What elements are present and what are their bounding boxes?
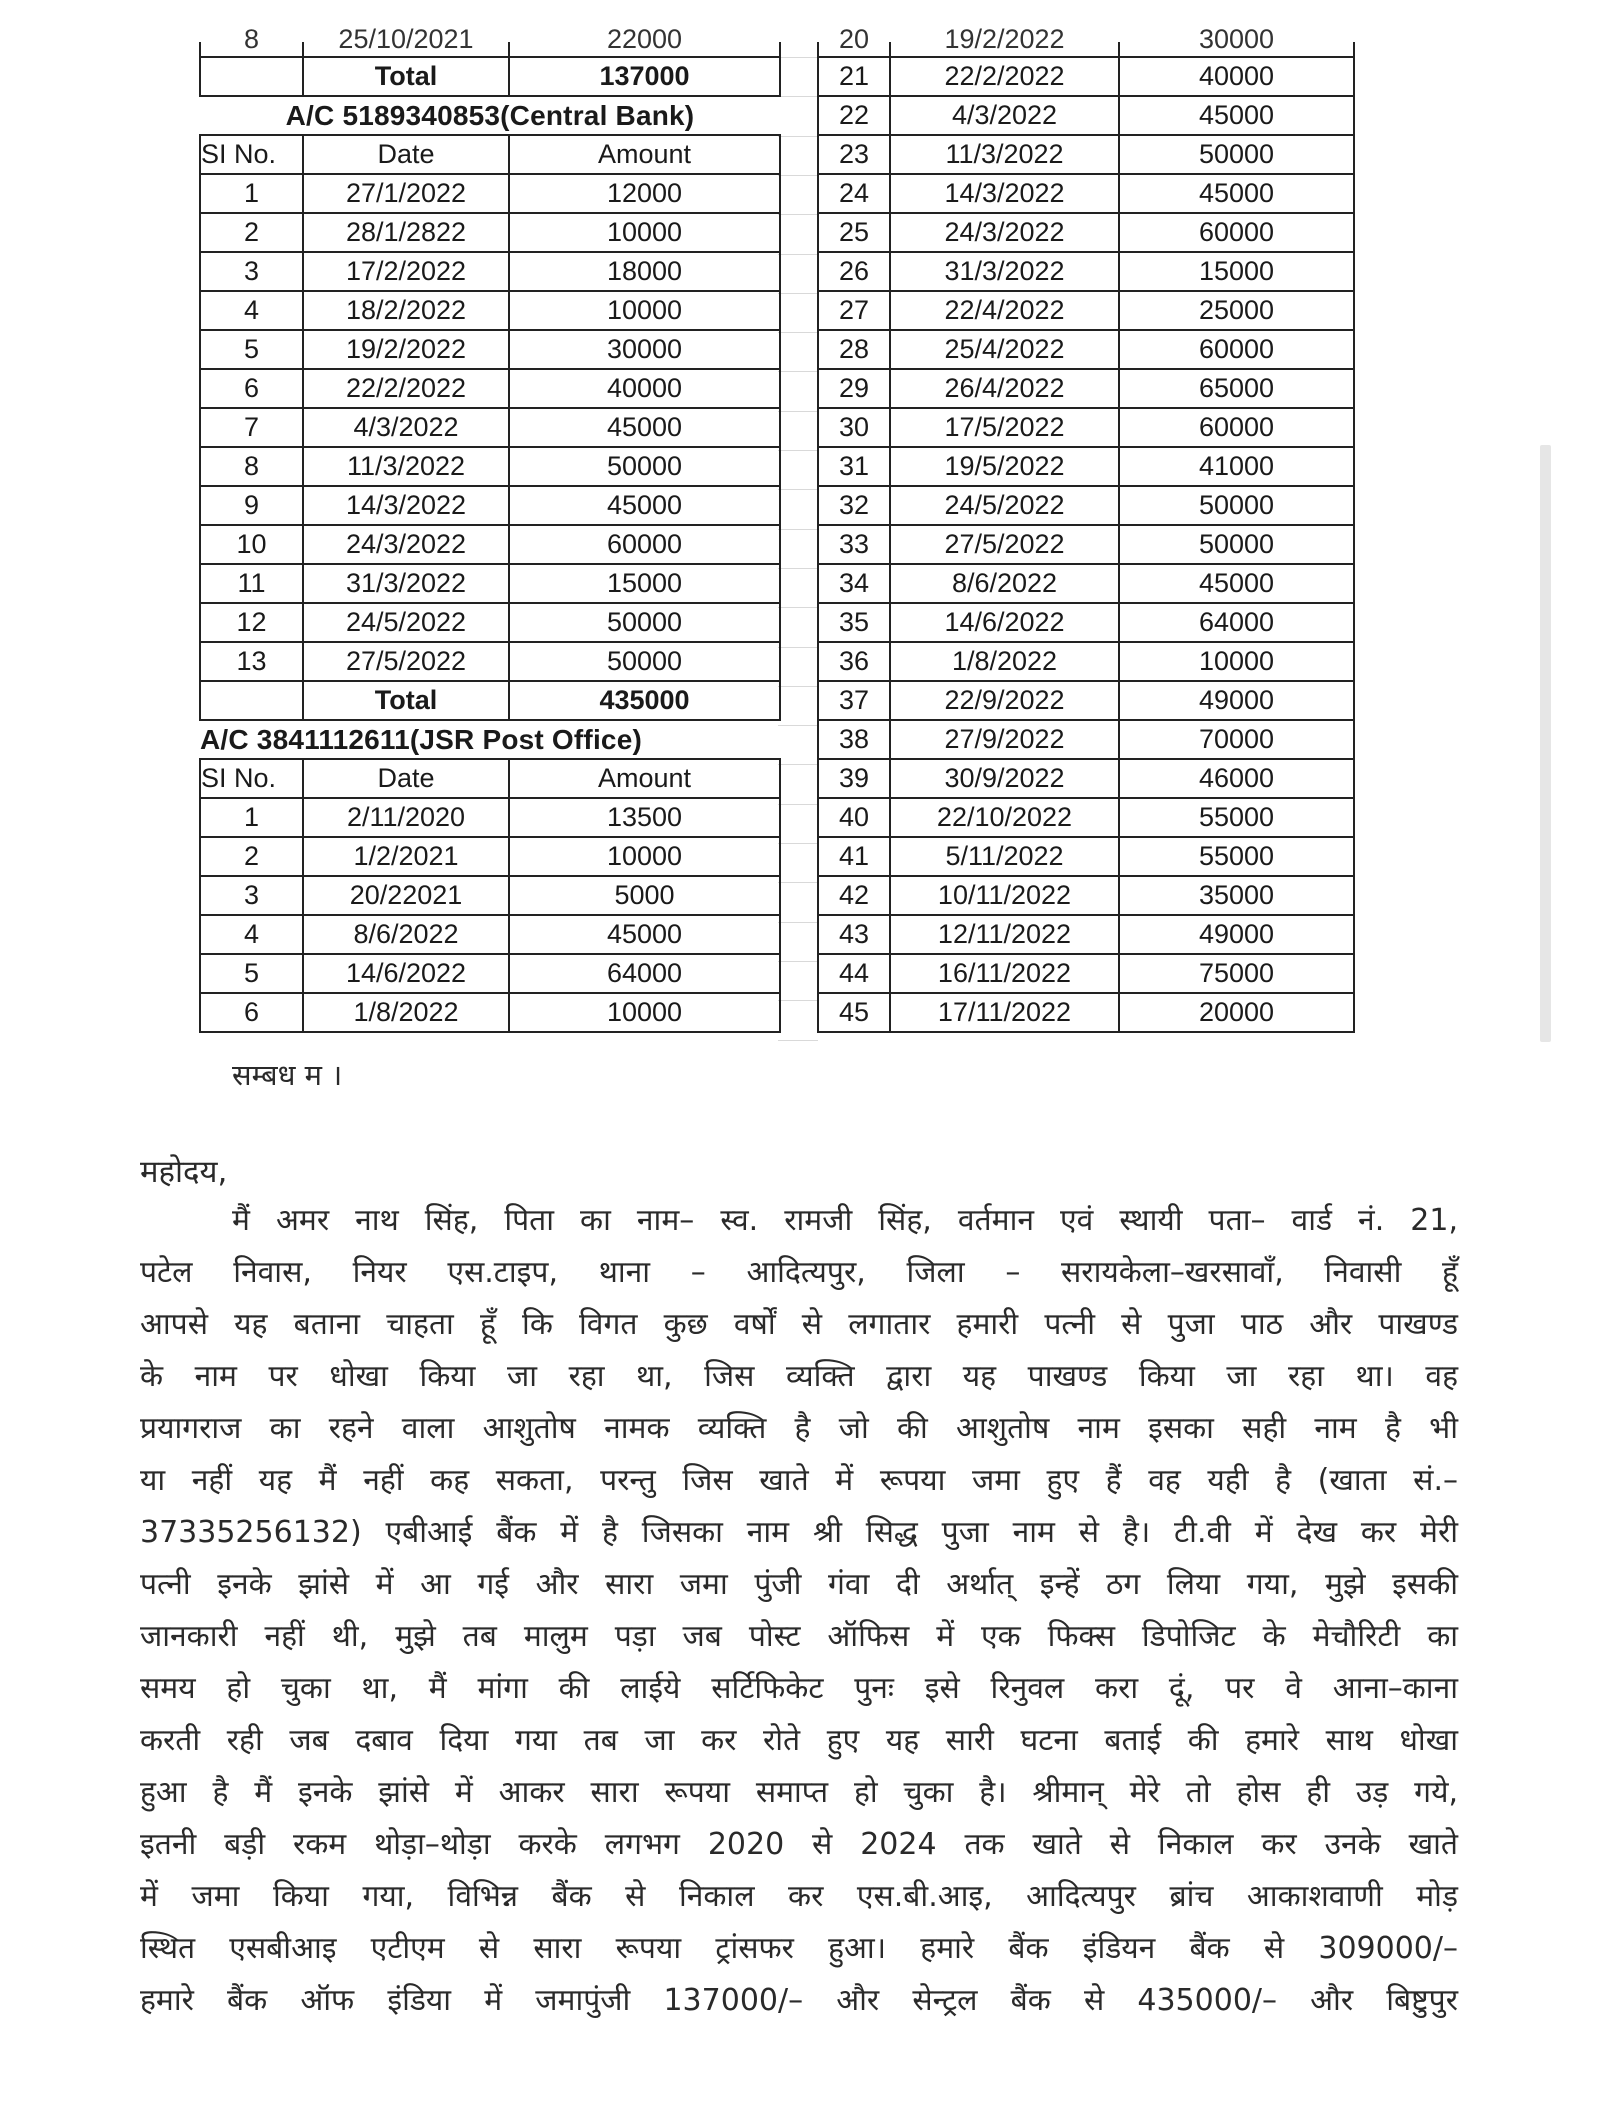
date-cell: 28/1/2822 [303, 213, 509, 252]
sl-cell: 11 [200, 564, 303, 603]
amount-cell: 13500 [509, 798, 780, 837]
right-deposit-table [817, 24, 1355, 1033]
sl-cell: 2 [200, 837, 303, 876]
table-row [818, 642, 1354, 681]
subject-fragment: सम्बध म । [232, 1058, 343, 1092]
date-cell [303, 24, 509, 57]
table-row [200, 213, 780, 252]
amount-cell [509, 24, 780, 57]
date-cell-text: 25/10/2021 [338, 24, 474, 54]
date-header: Date [303, 759, 509, 798]
letter-line: स्थित एसबीआइ एटीएम से सारा रूपया ट्रांसफर हुआ। हमारे बैंक इंडियन बैंक से 309000/– [140, 1931, 1458, 1966]
amount-cell: 49000 [1119, 915, 1354, 954]
date-cell: 8/6/2022 [890, 564, 1119, 603]
gridline [778, 764, 818, 765]
date-cell: 22/2/2022 [890, 57, 1119, 96]
amount-cell: 60000 [509, 525, 780, 564]
date-cell: 30/9/2022 [890, 759, 1119, 798]
sl-cell: 12 [200, 603, 303, 642]
date-cell: 17/11/2022 [890, 993, 1119, 1032]
date-cell: 19/5/2022 [890, 447, 1119, 486]
table-row [200, 564, 780, 603]
letter-line: इतनी बड़ी रकम थोड़ा–थोड़ा करके लगभग 2020 से 2024 तक खाते से निकाल कर उनके खाते [140, 1827, 1458, 1862]
date-cell: 25/4/2022 [890, 330, 1119, 369]
table-row [200, 174, 780, 213]
sl-cell: 37 [818, 681, 890, 720]
date-cell: 22/2/2022 [303, 369, 509, 408]
amount-cell: 55000 [1119, 837, 1354, 876]
table-row [818, 252, 1354, 291]
date-cell: 17/5/2022 [890, 408, 1119, 447]
table-row [818, 330, 1354, 369]
amount-cell: 50000 [1119, 135, 1354, 174]
date-cell: 22/10/2022 [890, 798, 1119, 837]
header-row [200, 135, 780, 174]
sl-cell [200, 24, 303, 57]
table-row [818, 408, 1354, 447]
table-row [818, 486, 1354, 525]
amount-cell: 20000 [1119, 993, 1354, 1032]
date-cell: 27/5/2022 [890, 525, 1119, 564]
sl-cell: 23 [818, 135, 890, 174]
amount-cell: 50000 [509, 603, 780, 642]
date-cell: 4/3/2022 [890, 96, 1119, 135]
amount-cell: 40000 [509, 369, 780, 408]
date-cell: 5/11/2022 [890, 837, 1119, 876]
amount-cell: 45000 [1119, 564, 1354, 603]
sl-cell [818, 24, 890, 57]
date-cell: 20/22021 [303, 876, 509, 915]
table-row [818, 915, 1354, 954]
amount-cell: 45000 [1119, 174, 1354, 213]
letter-line: हमारे बैंक ऑफ इंडिया में जमापुंजी 137000/– और सेन्ट्रल बैंक से 435000/– और बिष्टुपुर [140, 1983, 1458, 2018]
date-cell: 27/9/2022 [890, 720, 1119, 759]
table-row [200, 876, 780, 915]
amount-cell: 64000 [1119, 603, 1354, 642]
gridline [778, 57, 818, 58]
date-cell: 31/3/2022 [303, 564, 509, 603]
sl-cell: 43 [818, 915, 890, 954]
date-header: Date [303, 135, 509, 174]
letter-line: हुआ है मैं इनके झांसे में आकर सारा रूपया समाप्त हो चुका है। श्रीमान् मेरे तो होस ही उड़ गये, [140, 1775, 1458, 1810]
gridline [778, 882, 818, 883]
gridline [778, 293, 818, 294]
table-row [200, 525, 780, 564]
table-row [818, 681, 1354, 720]
gridline [778, 1000, 818, 1001]
date-cell: 27/1/2022 [303, 174, 509, 213]
date-cell [890, 24, 1119, 57]
header-row [200, 759, 780, 798]
table-row [818, 954, 1354, 993]
date-cell: 26/4/2022 [890, 369, 1119, 408]
table-row [200, 837, 780, 876]
gridline [778, 686, 818, 687]
sl-cell: 4 [200, 291, 303, 330]
table-row [200, 447, 780, 486]
sl-cell: 34 [818, 564, 890, 603]
account-title-row [200, 720, 780, 759]
amount-cell: 70000 [1119, 720, 1354, 759]
sl-cell: 22 [818, 96, 890, 135]
letter-line: मैं अमर नाथ सिंह, पिता का नाम– स्व. रामजी सिंह, वर्तमान एवं स्थायी पता– वार्ड नं. 21, [232, 1203, 1458, 1238]
sl-cell: 41 [818, 837, 890, 876]
sl-cell: 5 [200, 954, 303, 993]
sl-cell: 3 [200, 876, 303, 915]
letter-line: 37335256132) एबीआई बैंक में है जिसका नाम श्री सिद्ध पुजा नाम से है। टी.वी में देख कर मेरी [140, 1515, 1458, 1550]
date-cell: 14/3/2022 [890, 174, 1119, 213]
letter-line: में जमा किया गया, विभिन्न बैंक से निकाल कर एस.बी.आइ, आदित्यपुर ब्रांच आकाशवाणी मोड़ [140, 1879, 1458, 1914]
sl-cell: 3 [200, 252, 303, 291]
gridline [778, 725, 818, 726]
gridline [778, 647, 818, 648]
date-cell: 19/2/2022 [303, 330, 509, 369]
gridline [778, 489, 818, 490]
gridline [778, 922, 818, 923]
sl-cell-text: 20 [838, 24, 870, 54]
amount-cell [1119, 24, 1354, 57]
sl-cell: 28 [818, 330, 890, 369]
sl-cell: 4 [200, 915, 303, 954]
sl-cell: 31 [818, 447, 890, 486]
total-label: Total [303, 681, 509, 720]
table-row [818, 96, 1354, 135]
sl-cell: 29 [818, 369, 890, 408]
amount-cell: 10000 [509, 213, 780, 252]
sl-cell: 7 [200, 408, 303, 447]
amount-cell: 45000 [509, 915, 780, 954]
sl-cell: 32 [818, 486, 890, 525]
left-deposit-table [199, 24, 781, 1033]
sl-cell: 33 [818, 525, 890, 564]
gridline [778, 411, 818, 412]
sl-cell: 9 [200, 486, 303, 525]
date-cell: 11/3/2022 [303, 447, 509, 486]
gridline [778, 607, 818, 608]
account-title: A/C 3841112611(JSR Post Office) [200, 720, 780, 759]
amount-cell: 30000 [509, 330, 780, 369]
amount-cell: 49000 [1119, 681, 1354, 720]
amount-cell: 40000 [1119, 57, 1354, 96]
gridline [778, 843, 818, 844]
total-row [200, 681, 780, 720]
date-cell: 18/2/2022 [303, 291, 509, 330]
sl-cell: 21 [818, 57, 890, 96]
date-cell: 14/6/2022 [890, 603, 1119, 642]
table-row [818, 603, 1354, 642]
amount-cell: 5000 [509, 876, 780, 915]
sl-cell-text: 8 [243, 24, 260, 54]
sl-cell: 6 [200, 993, 303, 1032]
date-cell: 31/3/2022 [890, 252, 1119, 291]
amount-cell: 35000 [1119, 876, 1354, 915]
sl-cell: 1 [200, 798, 303, 837]
table-row [818, 564, 1354, 603]
table-row [818, 837, 1354, 876]
date-cell: 24/5/2022 [303, 603, 509, 642]
sl-cell: 36 [818, 642, 890, 681]
gridline [778, 175, 818, 176]
empty-cell [200, 681, 303, 720]
table-row [200, 291, 780, 330]
date-cell: 2/11/2020 [303, 798, 509, 837]
amount-cell: 64000 [509, 954, 780, 993]
vertical-scrollbar[interactable] [1540, 445, 1551, 1042]
table-row [818, 876, 1354, 915]
date-cell: 24/3/2022 [890, 213, 1119, 252]
table-row [818, 798, 1354, 837]
sl-cell: 5 [200, 330, 303, 369]
amount-cell: 10000 [509, 837, 780, 876]
letter-line: के नाम पर धोखा किया जा रहा था, जिस व्यक्ति द्वारा यह पाखण्ड किया जा रहा था। वह [140, 1359, 1458, 1394]
amount-cell: 41000 [1119, 447, 1354, 486]
amount-cell: 60000 [1119, 408, 1354, 447]
letter-line: करती रही जब दबाव दिया गया तब जा कर रोते हुए यह सारी घटना बताई की हमारे साथ धोखा [140, 1723, 1458, 1758]
letter-line: समय हो चुका था, मैं मांगा की लाईये सर्टिफिकेट पुनः इसे रिनुवल करा दूं, पर वे आना–काना [140, 1671, 1458, 1706]
sl-header: SI No. [200, 135, 303, 174]
table-row [818, 720, 1354, 759]
table-row [818, 759, 1354, 798]
date-cell: 10/11/2022 [890, 876, 1119, 915]
gridline [778, 804, 818, 805]
amount-cell: 60000 [1119, 213, 1354, 252]
amount-cell: 15000 [1119, 252, 1354, 291]
amount-cell: 60000 [1119, 330, 1354, 369]
gridline [778, 136, 818, 137]
table-row [818, 57, 1354, 96]
table-row [200, 408, 780, 447]
table-row-partial [818, 42, 1354, 57]
account-title: A/C 5189340853(Central Bank) [200, 96, 780, 135]
amount-cell: 45000 [1119, 96, 1354, 135]
sl-cell: 10 [200, 525, 303, 564]
letter-line: पटेल निवास, नियर एस.टाइप, थाना – आदित्यपुर, जिला – सरायकेला–खरसावाँ, निवासी हूँ [140, 1255, 1458, 1290]
letter-line: या नहीं यह मैं नहीं कह सकता, परन्तु जिस खाते में रूपया जमा हुए हैं वह यही है (खाता सं.– [140, 1463, 1458, 1498]
date-cell: 1/2/2021 [303, 837, 509, 876]
amount-cell: 50000 [1119, 486, 1354, 525]
table-row [818, 135, 1354, 174]
date-cell: 1/8/2022 [303, 993, 509, 1032]
table-row [818, 174, 1354, 213]
account-title-row [200, 96, 780, 135]
table-row [200, 330, 780, 369]
sl-cell: 26 [818, 252, 890, 291]
sl-cell: 42 [818, 876, 890, 915]
amount-cell: 50000 [509, 447, 780, 486]
letter-line: आपसे यह बताना चाहता हूँ कि विगत कुछ वर्षों से लगातार हमारी पत्नी से पुजा पाठ और पाखण्ड [140, 1307, 1458, 1342]
sl-cell: 30 [818, 408, 890, 447]
sl-cell: 39 [818, 759, 890, 798]
sl-cell: 35 [818, 603, 890, 642]
table-row [200, 993, 780, 1032]
table-row [200, 603, 780, 642]
sl-cell: 40 [818, 798, 890, 837]
letter-line: जानकारी नहीं थी, मुझे तब मालुम पड़ा जब पोस्ट ऑफिस में एक फिक्स डिपोजिट के मेचौरिटी का [140, 1619, 1458, 1654]
table-row [200, 642, 780, 681]
amount-cell: 10000 [1119, 642, 1354, 681]
amount-cell: 50000 [509, 642, 780, 681]
table-row [200, 798, 780, 837]
table-row-partial [200, 42, 780, 57]
date-cell: 16/11/2022 [890, 954, 1119, 993]
sl-cell: 44 [818, 954, 890, 993]
table-row [818, 291, 1354, 330]
table-row [818, 525, 1354, 564]
amount-cell: 15000 [509, 564, 780, 603]
table-row [818, 447, 1354, 486]
total-label: Total [303, 57, 509, 96]
gridline [778, 96, 818, 97]
sl-cell: 8 [200, 447, 303, 486]
amount-cell: 46000 [1119, 759, 1354, 798]
table-row [200, 252, 780, 291]
table-row [200, 954, 780, 993]
gridline [778, 529, 818, 530]
amount-cell: 25000 [1119, 291, 1354, 330]
sl-cell: 27 [818, 291, 890, 330]
amount-cell: 45000 [509, 486, 780, 525]
amount-header: Amount [509, 135, 780, 174]
table-row [200, 915, 780, 954]
sl-cell: 6 [200, 369, 303, 408]
sl-cell: 2 [200, 213, 303, 252]
amount-cell-text: 30000 [1198, 24, 1275, 54]
total-amount: 435000 [509, 681, 780, 720]
date-cell: 14/3/2022 [303, 486, 509, 525]
amount-cell-text: 22000 [606, 24, 683, 54]
empty-cell [200, 57, 303, 96]
date-cell: 1/8/2022 [890, 642, 1119, 681]
date-cell: 11/3/2022 [890, 135, 1119, 174]
date-cell: 22/4/2022 [890, 291, 1119, 330]
amount-cell: 12000 [509, 174, 780, 213]
date-cell: 8/6/2022 [303, 915, 509, 954]
sl-cell: 13 [200, 642, 303, 681]
sl-cell: 1 [200, 174, 303, 213]
amount-cell: 65000 [1119, 369, 1354, 408]
gridline [778, 332, 818, 333]
salutation: महोदय, [140, 1154, 228, 1190]
sl-cell: 25 [818, 213, 890, 252]
letter-line: पत्नी इनके झांसे में आ गई और सारा जमा पुंजी गंवा दी अर्थात् इन्हें ठग लिया गया, मुझे इसकी [140, 1567, 1458, 1602]
date-cell: 17/2/2022 [303, 252, 509, 291]
amount-cell: 75000 [1119, 954, 1354, 993]
date-cell: 14/6/2022 [303, 954, 509, 993]
sl-header: SI No. [200, 759, 303, 798]
amount-cell: 10000 [509, 291, 780, 330]
date-cell: 22/9/2022 [890, 681, 1119, 720]
amount-cell: 10000 [509, 993, 780, 1032]
gridline [778, 961, 818, 962]
letter-line: प्रयागराज का रहने वाला आशुतोष नामक व्यक्ति है जो की आशुतोष नाम इसका सही नाम है भी [140, 1411, 1458, 1446]
amount-cell: 50000 [1119, 525, 1354, 564]
date-cell: 4/3/2022 [303, 408, 509, 447]
date-cell: 24/3/2022 [303, 525, 509, 564]
date-cell-text: 19/2/2022 [944, 24, 1065, 54]
gridline [778, 450, 818, 451]
gridline [778, 214, 818, 215]
table-row [200, 369, 780, 408]
table-row [818, 993, 1354, 1032]
total-row [200, 57, 780, 96]
sl-cell: 45 [818, 993, 890, 1032]
sl-cell: 38 [818, 720, 890, 759]
amount-cell: 18000 [509, 252, 780, 291]
amount-header: Amount [509, 759, 780, 798]
gridline [778, 1040, 818, 1041]
date-cell: 24/5/2022 [890, 486, 1119, 525]
table-row [200, 486, 780, 525]
date-cell: 12/11/2022 [890, 915, 1119, 954]
gridline [778, 371, 818, 372]
sl-cell: 24 [818, 174, 890, 213]
date-cell: 27/5/2022 [303, 642, 509, 681]
total-amount: 137000 [509, 57, 780, 96]
gridline [778, 568, 818, 569]
table-row [818, 369, 1354, 408]
table-row [818, 213, 1354, 252]
gridline [778, 254, 818, 255]
amount-cell: 55000 [1119, 798, 1354, 837]
amount-cell: 45000 [509, 408, 780, 447]
